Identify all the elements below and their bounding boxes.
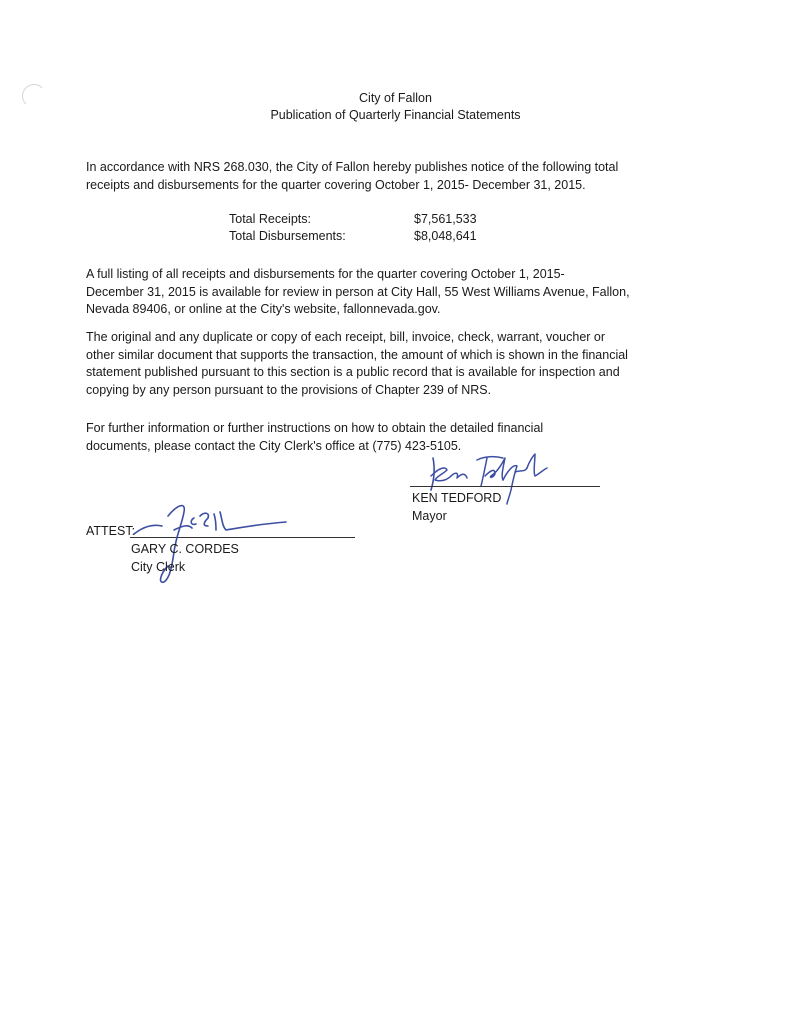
- mayor-title: Mayor: [412, 509, 447, 523]
- disbursements-value: $8,048,641: [414, 229, 477, 243]
- receipts-value: $7,561,533: [414, 212, 477, 226]
- paragraph-contact: For further information or further instructions on how to obtain the detailed financial documents, please contact the City Clerk's office at (775) 423-5105.: [86, 421, 544, 453]
- receipts-label: Total Receipts:: [229, 212, 311, 226]
- disbursements-label: Total Disbursements:: [229, 229, 346, 243]
- clerk-name: GARY C. CORDES: [131, 542, 239, 556]
- paragraph-notice: In accordance with NRS 268.030, the City of Fallon hereby publishes notice of the following total receipts and disbursements for the quarter covering October 1, 2015- December 31, 2015.: [86, 160, 619, 192]
- attest-label: ATTEST:: [86, 524, 136, 538]
- clerk-title: City Clerk: [131, 560, 186, 574]
- header-city-name: City of Fallon: [359, 91, 432, 105]
- mayor-signature-line: [410, 486, 600, 487]
- totals-table: [229, 211, 504, 245]
- totals-row-disbursements: [229, 228, 504, 245]
- paragraph-public-record: The original and any duplicate or copy of each receipt, bill, invoice, check, warrant, voucher or other similar document that supports the transaction, the amount of which is shown in the financial statement published pursuant to this section is a public record that is available for inspection and copying by any person pursuant to the provisions of Chapter 239 of NRS.: [86, 330, 628, 397]
- totals-row-receipts: [229, 211, 504, 228]
- document-header: [0, 90, 791, 124]
- paragraph-listing: A full listing of all receipts and disbursements for the quarter covering October 1, 2015- December 31, 2015 is available for review in person at City Hall, 55 West Williams Avenue, Fallon, Nevada 89406, or online at the City's website, fallonnevada.gov.: [86, 267, 630, 316]
- mayor-name: KEN TEDFORD: [412, 491, 502, 505]
- header-title: Publication of Quarterly Financial Statements: [270, 108, 521, 122]
